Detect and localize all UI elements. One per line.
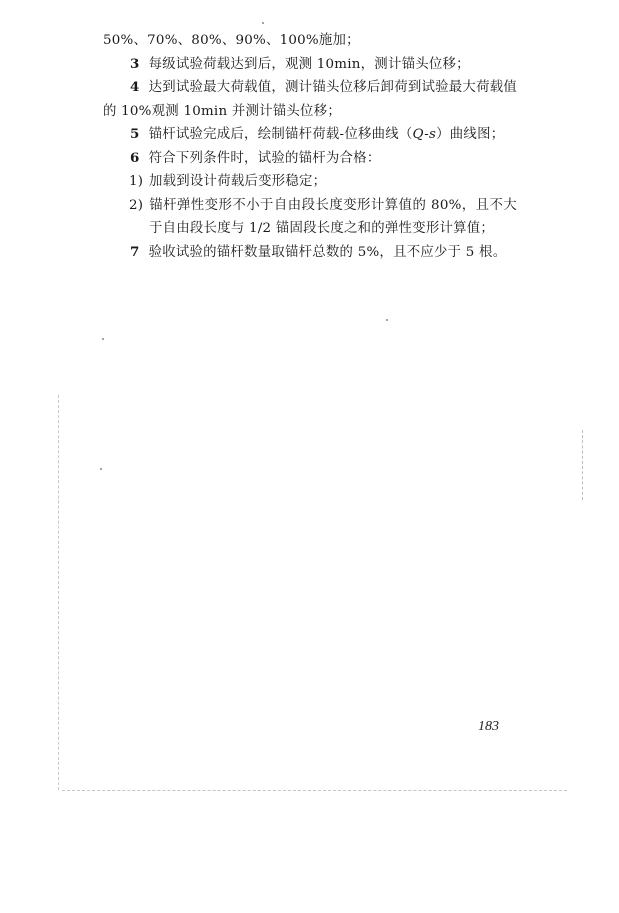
paragraph-continuation <box>103 29 517 53</box>
sub-item-2 <box>103 194 517 241</box>
formula-text: Q-s <box>412 127 437 142</box>
sub-item-number: 2) <box>129 197 144 213</box>
scan-speck <box>100 468 102 470</box>
clause-number: 4 <box>130 79 140 95</box>
clause-text: 符合下列条件时，试验的锚杆为合格： <box>148 150 381 166</box>
clause-text: 每级试验荷载达到后，观测 10min，测计锚头位移； <box>148 56 470 72</box>
scan-speck <box>386 319 388 321</box>
sub-item-number: 1) <box>129 174 144 189</box>
sub-item-text: 加载到设计荷载后变形稳定； <box>149 174 327 189</box>
clause-text: 达到试验最大荷载值，测计锚头位移后卸荷到试验最大荷载值的 10%观测 10min 并测计锚头位移； <box>103 80 517 119</box>
clause-number: 6 <box>130 149 140 166</box>
clause-number: 3 <box>130 55 140 72</box>
scan-artifact-bottom-line <box>62 790 567 791</box>
sub-item-1 <box>103 170 517 194</box>
clause-5 <box>103 123 517 147</box>
page-number: 183 <box>478 719 499 734</box>
clause-7 <box>103 241 517 265</box>
clause-number: 7 <box>130 243 140 260</box>
scan-artifact-right-edge <box>582 430 583 500</box>
scan-speck <box>262 22 264 24</box>
scan-speck <box>102 338 104 340</box>
clause-text-end: ）曲线图； <box>436 127 505 142</box>
clause-number: 5 <box>130 126 140 142</box>
body-text <box>103 29 517 264</box>
sub-item-text: 锚杆弹性变形不小于自由段长度变形计算值的 80%，且不大于自由段长度与 1/2 锚固段长度之和的弹性变形计算值； <box>149 197 517 236</box>
scan-artifact-left-edge <box>58 395 59 790</box>
clause-3 <box>103 53 517 77</box>
paragraph-text: 50%、70%、80%、90%、100%施加； <box>103 33 360 48</box>
clause-6 <box>103 147 517 171</box>
clause-text: 锚杆试验完成后，绘制锚杆荷载-位移曲线（ <box>148 127 413 142</box>
clause-4 <box>103 76 517 123</box>
clause-text: 验收试验的锚杆数量取锚杆总数的 5%，且不应少于 5 根。 <box>148 244 507 260</box>
